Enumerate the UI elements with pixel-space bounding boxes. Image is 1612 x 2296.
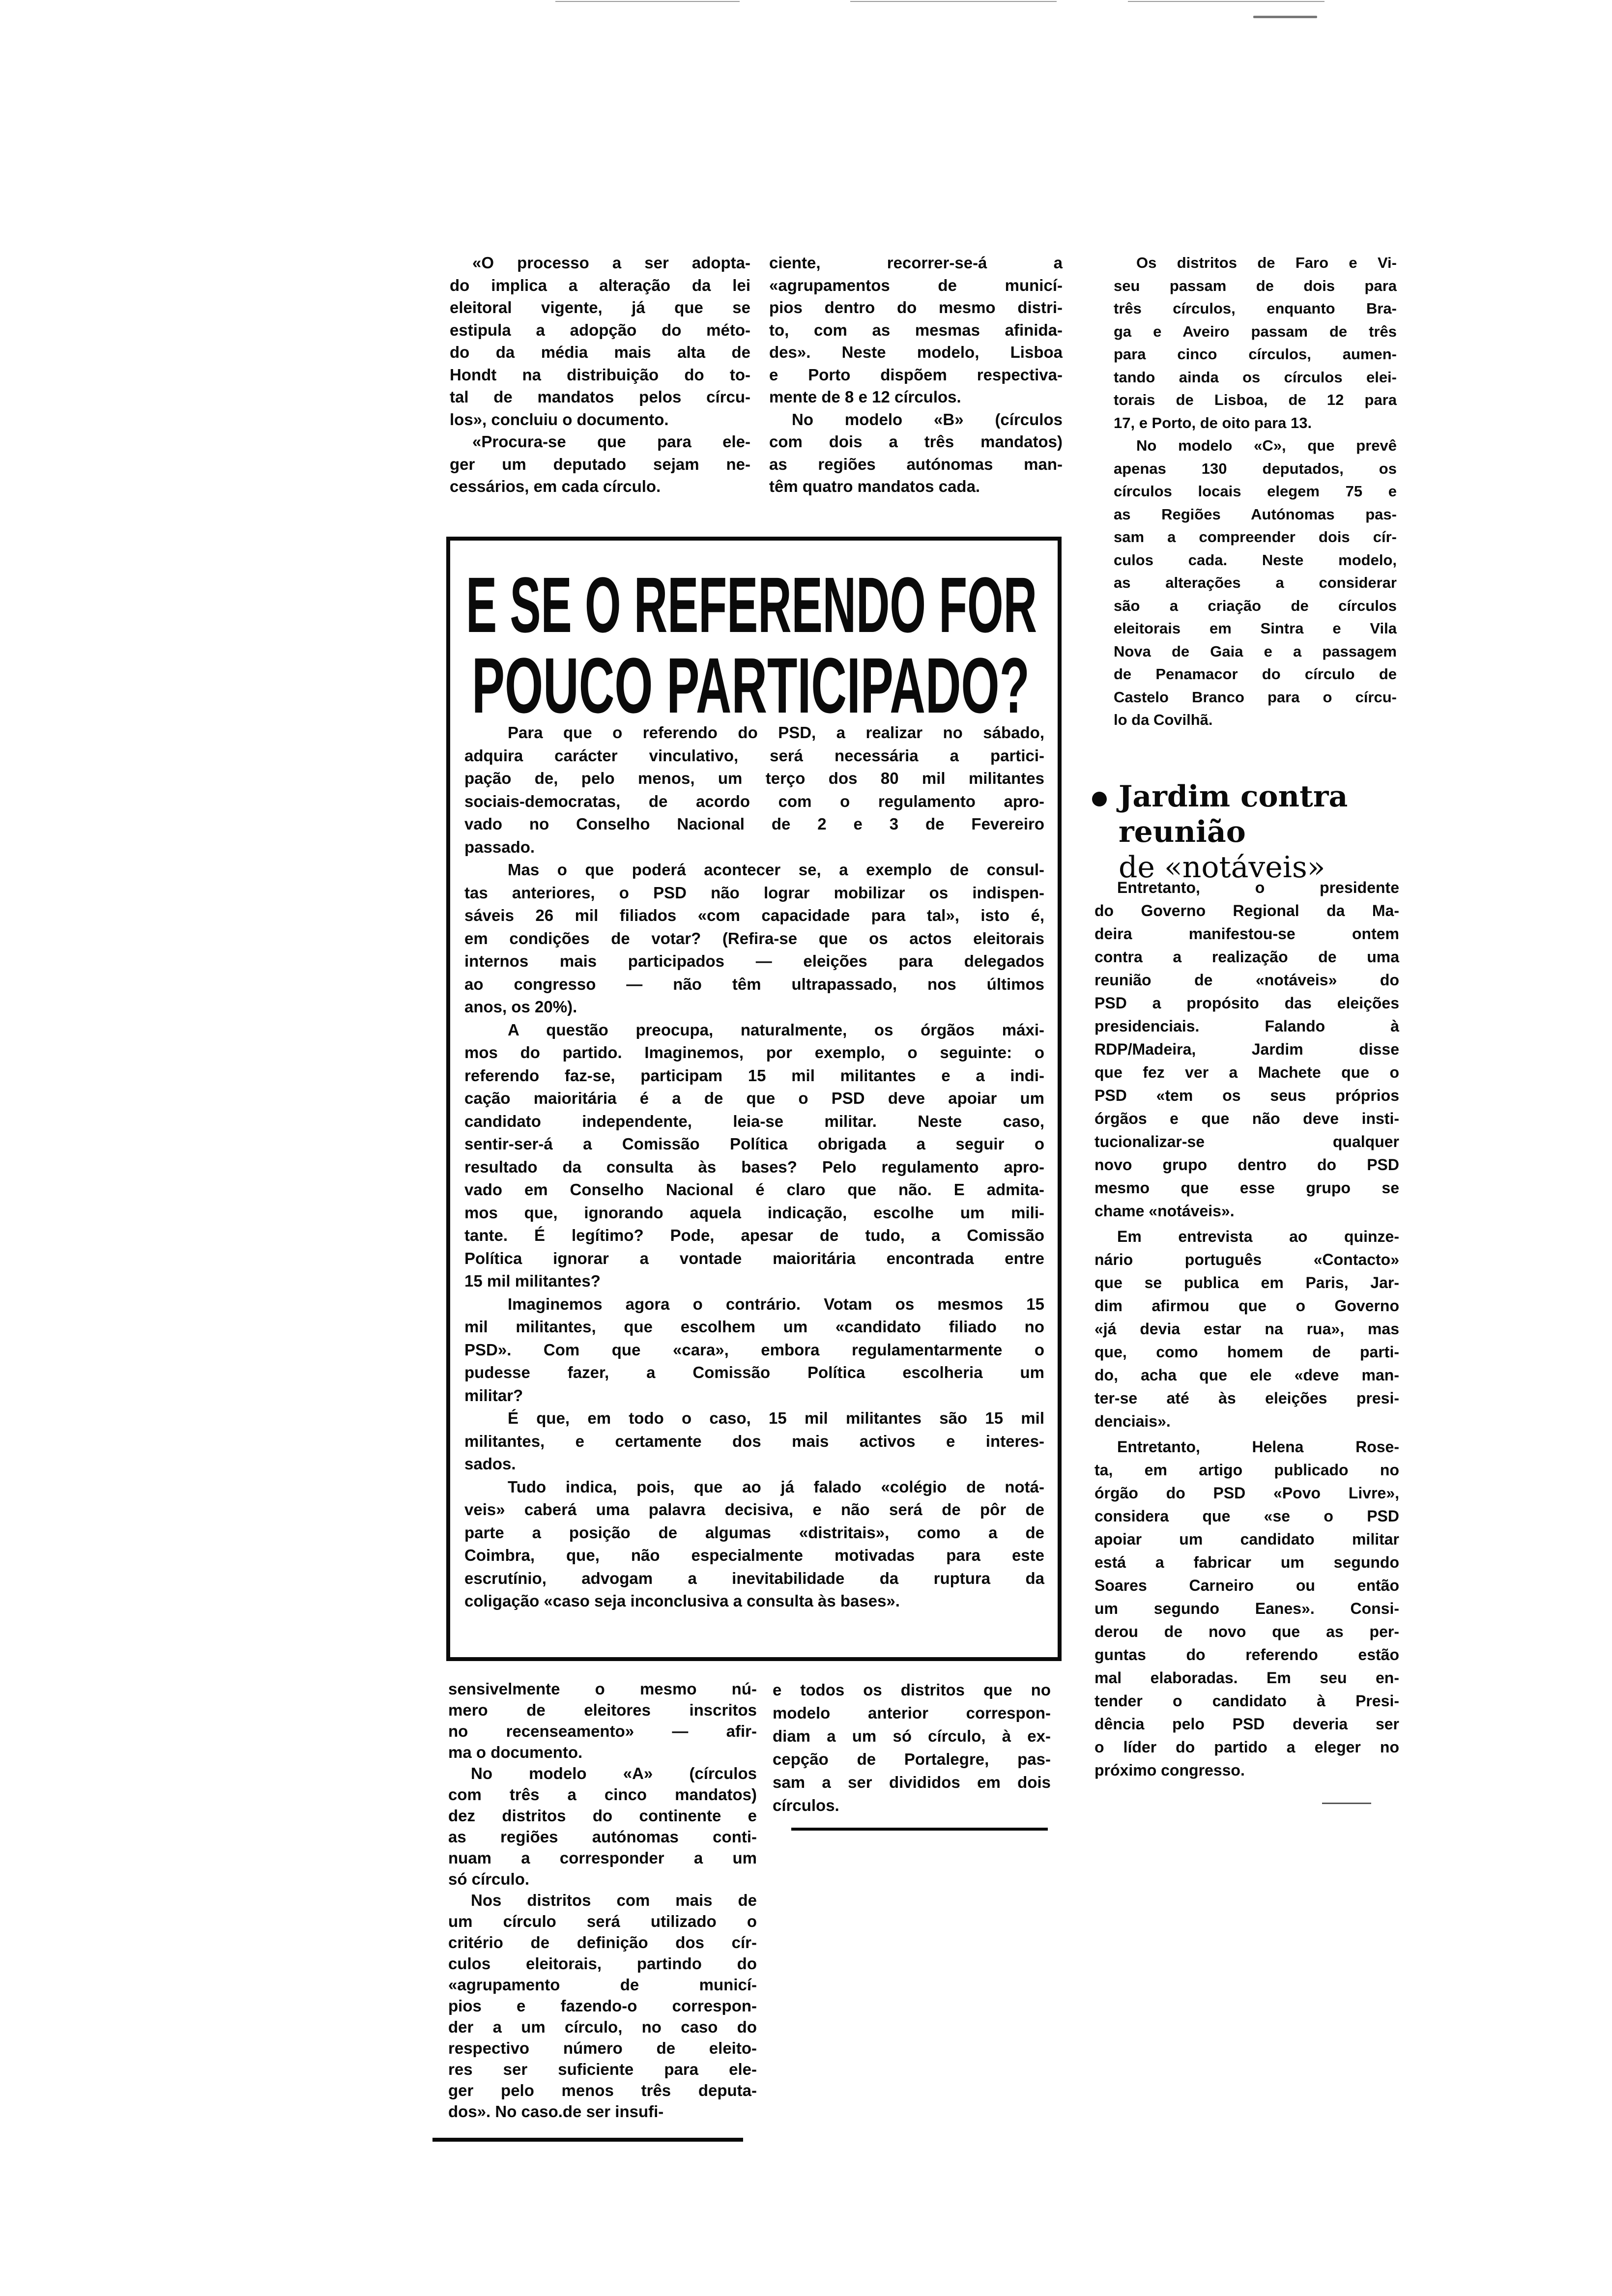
paragraph xyxy=(1094,1435,1399,1782)
text-line: com três a cinco mandatos) xyxy=(448,1785,757,1804)
text-line: No modelo «A» (círculos xyxy=(471,1764,757,1782)
text-line: eleitorais em Sintra e Vila xyxy=(1114,620,1397,637)
text-line: critério de definição dos cír- xyxy=(448,1933,757,1952)
text-line: 15 mil militantes? xyxy=(464,1272,601,1290)
paragraph xyxy=(773,1678,1051,1817)
text-line: sociais-democratas, de acordo com o regulamento apro- xyxy=(464,792,1044,810)
text-line: mil militantes, que escolhem um «candidato filiado no xyxy=(464,1318,1044,1336)
boxed-feature-body xyxy=(464,721,1044,1613)
text-line: Em entrevista ao quinze- xyxy=(1117,1228,1399,1245)
article-column-top-middle xyxy=(769,252,1063,498)
text-line: ao congresso — não têm ultrapassado, nos últimos xyxy=(464,975,1044,993)
text-line: anos, os 20%). xyxy=(464,998,577,1016)
side-heading-line-3: de «notáveis» xyxy=(1119,850,1325,885)
text-line: no recenseamento» — afir- xyxy=(448,1722,757,1740)
text-line: as Regiões Autónomas pas- xyxy=(1114,505,1397,523)
text-line: PSD «tem os seus próprios xyxy=(1094,1087,1399,1104)
text-line: Castelo Branco para o círcu- xyxy=(1114,688,1397,706)
text-line: do implica a alteração da lei xyxy=(450,276,750,294)
text-line: respectivo número de eleito- xyxy=(448,2039,757,2057)
scan-edge-mark xyxy=(555,1,740,2)
text-line: sentir-ser-á a Comissão Política obrigada a seguir o xyxy=(464,1135,1044,1153)
text-line: Soares Carneiro ou então xyxy=(1094,1577,1399,1594)
article-column-top-left xyxy=(450,252,750,498)
text-line: Nos distritos com mais de xyxy=(471,1891,757,1909)
text-line: que fez ver a Machete que o xyxy=(1094,1063,1399,1081)
text-line: Mas o que poderá acontecer se, a exemplo de consul- xyxy=(508,861,1044,879)
text-line: que, como homem de parti- xyxy=(1094,1343,1399,1361)
paragraph xyxy=(450,252,750,430)
text-line: Nova de Gaia e a passagem xyxy=(1114,642,1397,660)
paragraph xyxy=(769,252,1063,408)
paragraph xyxy=(464,1476,1044,1613)
text-line: des». Neste modelo, Lisboa xyxy=(769,343,1063,361)
text-line: do da média mais alta de xyxy=(450,343,750,361)
text-line: para cinco círculos, aumen- xyxy=(1114,345,1397,363)
text-line: ger pelo menos três deputa- xyxy=(448,2081,757,2099)
text-line: ta, em artigo publicado no xyxy=(1094,1461,1399,1479)
text-line: A questão preocupa, naturalmente, os órgãos máxi- xyxy=(508,1020,1044,1039)
text-line: em condições de votar? (Refira-se que os actos eleitorais xyxy=(464,929,1044,947)
text-line: denciais». xyxy=(1094,1412,1171,1430)
text-line: resultado da consulta às bases? Pelo regulamento apro- xyxy=(464,1157,1044,1176)
text-line: culos cada. Neste modelo, xyxy=(1114,551,1397,569)
text-line: res ser suficiente para ele- xyxy=(448,2060,757,2078)
text-line: um segundo Eanes». Consi- xyxy=(1094,1600,1399,1617)
text-line: candidato independente, leia-se militar. Neste caso, xyxy=(464,1112,1044,1130)
text-line: mos do partido. Imaginemos, por exemplo, o seguinte: o xyxy=(464,1043,1044,1062)
text-line: to, com as mesmas afinida- xyxy=(769,320,1063,339)
text-line: Imaginemos agora o contrário. Votam os mesmos 15 xyxy=(508,1294,1044,1313)
text-line: dez distritos do continente e xyxy=(448,1807,757,1825)
article-column-bottom-left xyxy=(448,1678,757,2122)
text-line: cação maioritária é a de que o PSD deve apoiar um xyxy=(464,1089,1044,1107)
text-line: diam a um só círculo, à ex- xyxy=(773,1727,1051,1745)
text-line: É que, em todo o caso, 15 mil militantes são 15 mil xyxy=(508,1409,1044,1427)
text-line: tante. É legítimo? Pode, apesar de tudo, a Comissão xyxy=(464,1226,1044,1244)
text-line: culos eleitorais, partindo do xyxy=(448,1954,757,1973)
text-line: dim afirmou que o Governo xyxy=(1094,1297,1399,1315)
text-line: sensivelmente o mesmo nú- xyxy=(448,1680,757,1698)
text-line: dos». No caso.de ser insufi- xyxy=(448,2102,664,2121)
side-heading-line-1: Jardim contra xyxy=(1119,779,1348,814)
text-line: Entretanto, Helena Rose- xyxy=(1117,1438,1399,1456)
paragraph xyxy=(464,1019,1044,1293)
text-line: «Procura-se que para ele- xyxy=(472,432,750,451)
text-line: «agrupamento de municí- xyxy=(448,1976,757,1994)
text-line: ger um deputado sejam ne- xyxy=(450,455,750,473)
paragraph xyxy=(464,859,1044,1019)
text-line: coligação «caso seja inconclusiva a consulta às bases». xyxy=(464,1592,900,1610)
text-line: cepção de Portalegre, pas- xyxy=(773,1750,1051,1768)
text-line: «agrupamentos de municí- xyxy=(769,276,1063,294)
headline-line-1: E SE O REFERENDO FOR xyxy=(466,565,1037,649)
text-line: com dois a três mandatos) xyxy=(769,432,1063,451)
text-line: círculos. xyxy=(773,1796,839,1814)
text-line: vado em Conselho Nacional é claro que não. E admita- xyxy=(464,1180,1044,1199)
text-line: guntas do referendo estão xyxy=(1094,1646,1399,1664)
paragraph xyxy=(448,1890,757,2122)
text-line: adquira carácter vinculativo, será necessária a partici- xyxy=(464,746,1044,765)
text-line: está a fabricar um segundo xyxy=(1094,1553,1399,1571)
text-line: internos mais participados — eleições para delegados xyxy=(464,952,1044,970)
paragraph xyxy=(450,430,750,498)
text-line: são a criação de círculos xyxy=(1114,597,1397,614)
text-line: ter-se até às eleições presi- xyxy=(1094,1389,1399,1407)
paragraph xyxy=(448,1763,757,1890)
text-line: reunião de «notáveis» do xyxy=(1094,971,1399,989)
text-line: 17, e Porto, de oito para 13. xyxy=(1114,414,1312,431)
text-line: eleitoral vigente, já que se xyxy=(450,298,750,316)
text-line: Hondt na distribuição do to- xyxy=(450,365,750,384)
scan-edge-mark xyxy=(1128,1,1324,2)
text-line: três círculos, enquanto Bra- xyxy=(1114,300,1397,317)
headline-line-2: POUCO PARTICIPADO? xyxy=(472,641,1030,722)
text-line: passado. xyxy=(464,837,535,856)
paragraph xyxy=(769,408,1063,498)
text-line: órgão do PSD «Povo Livre», xyxy=(1094,1484,1399,1502)
text-line: sam a ser divididos em dois xyxy=(773,1773,1051,1791)
text-line: o líder do partido a eleger no xyxy=(1094,1738,1399,1756)
article-column-top-right xyxy=(1114,252,1397,732)
text-line: pação de, pelo menos, um terço dos 80 mil militantes xyxy=(464,769,1044,787)
text-line: e todos os distritos que no xyxy=(773,1681,1051,1699)
text-line: círculos locais elegem 75 e xyxy=(1114,483,1397,500)
text-line: derou de novo que as per- xyxy=(1094,1623,1399,1640)
text-line: tas anteriores, o PSD não lograr mobilizar os indispen- xyxy=(464,883,1044,902)
paragraph xyxy=(464,721,1044,859)
text-line: tucionalizar-se qualquer xyxy=(1094,1133,1399,1150)
paragraph xyxy=(1114,434,1397,732)
text-line: dência pelo PSD deveria ser xyxy=(1094,1715,1399,1733)
text-line: pudesse fazer, a Comissão Política escolheria um xyxy=(464,1363,1044,1381)
boxed-feature-headline xyxy=(462,565,1052,722)
text-line: tando ainda os círculos elei- xyxy=(1114,368,1397,386)
text-line: PSD». Com que «cara», embora regulamentarmente o xyxy=(464,1340,1044,1359)
text-line: cessários, em cada círculo. xyxy=(450,477,661,495)
text-line: veis» caberá uma palavra decisiva, e não será de pôr de xyxy=(464,1500,1044,1519)
paragraph xyxy=(1114,252,1397,434)
text-line: as alterações a considerar xyxy=(1114,574,1397,591)
text-line: Para que o referendo do PSD, a realizar no sábado, xyxy=(508,723,1044,742)
text-line: órgãos e que não deve insti- xyxy=(1094,1110,1399,1127)
text-line: mente de 8 e 12 círculos. xyxy=(769,388,961,406)
text-line: vado no Conselho Nacional de 2 e 3 de Fevereiro xyxy=(464,815,1044,833)
text-line: referendo faz-se, participam 15 mil militantes e a indi- xyxy=(464,1066,1044,1085)
text-line: apoiar um candidato militar xyxy=(1094,1530,1399,1548)
text-line: do, acha que ele «deve man- xyxy=(1094,1366,1399,1384)
text-line: as regiões autónomas man- xyxy=(769,455,1063,473)
text-line: parte a posição de algumas «distritais», como a de xyxy=(464,1523,1044,1542)
side-story-body xyxy=(1094,876,1399,1784)
text-line: chame «notáveis». xyxy=(1094,1202,1235,1220)
text-line: nuam a corresponder a um xyxy=(448,1849,757,1867)
text-line: mos que, ignorando aquela indicação, escolhe um mili- xyxy=(464,1203,1044,1222)
text-line: tender o candidato à Presi- xyxy=(1094,1692,1399,1710)
text-line: considera que «se o PSD xyxy=(1094,1507,1399,1525)
column-end-rule xyxy=(791,1828,1048,1831)
text-line: presidenciais. Falando à xyxy=(1094,1017,1399,1035)
text-line: lo da Covilhã. xyxy=(1114,711,1213,728)
text-line: novo grupo dentro do PSD xyxy=(1094,1156,1399,1174)
text-line: sados. xyxy=(464,1455,516,1473)
text-line: e Porto dispõem respectiva- xyxy=(769,365,1063,384)
text-line: mero de eleitores inscritos xyxy=(448,1701,757,1719)
text-line: que se publica em Paris, Jar- xyxy=(1094,1274,1399,1292)
text-line: ciente, recorrer-se-á a xyxy=(769,254,1063,272)
text-line: Política ignorar a vontade maioritária encontrada entre xyxy=(464,1249,1044,1267)
text-line: Entretanto, o presidente xyxy=(1117,879,1399,896)
scan-edge-mark xyxy=(850,1,1057,2)
column-end-rule xyxy=(432,2138,743,2142)
text-line: pios e fazendo-o correspon- xyxy=(448,1997,757,2015)
text-line: militar? xyxy=(464,1386,523,1405)
text-line: der a um círculo, no caso do xyxy=(448,2018,757,2036)
dashed-end-rule xyxy=(1322,1803,1371,1804)
article-column-bottom-middle xyxy=(773,1678,1051,1817)
paragraph xyxy=(464,1293,1044,1407)
text-line: Coimbra, que, não especialmente motivadas para este xyxy=(464,1546,1044,1564)
side-heading-line-2: reunião xyxy=(1119,815,1246,849)
text-line: PSD a propósito das eleições xyxy=(1094,994,1399,1012)
text-line: do Governo Regional da Ma- xyxy=(1094,902,1399,919)
text-line: um círculo será utilizado o xyxy=(448,1912,757,1930)
text-line: ga e Aveiro passam de três xyxy=(1114,322,1397,340)
paragraph xyxy=(464,1407,1044,1476)
text-line: Os distritos de Faro e Vi- xyxy=(1136,254,1397,271)
text-line: estipula a adopção do méto- xyxy=(450,320,750,339)
text-line: tal de mandatos pelos círcu- xyxy=(450,388,750,406)
text-line: sáveis 26 mil filiados «com capacidade para tal», isto é, xyxy=(464,906,1044,924)
text-line: as regiões autónomas conti- xyxy=(448,1828,757,1846)
text-line: No modelo «C», que prevê xyxy=(1136,437,1397,454)
text-line: pios dentro do mesmo distri- xyxy=(769,298,1063,316)
bullet-icon xyxy=(1092,792,1107,806)
text-line: mal elaboradas. Em seu en- xyxy=(1094,1669,1399,1687)
text-line: só círculo. xyxy=(448,1870,530,1888)
text-line: contra a realização de uma xyxy=(1094,948,1399,966)
text-line: nário português «Contacto» xyxy=(1094,1251,1399,1268)
text-line: Tudo indica, pois, que ao já falado «colégio de notá- xyxy=(508,1477,1044,1496)
text-line: «já devia estar na rua», mas xyxy=(1094,1320,1399,1338)
text-line: ma o documento. xyxy=(448,1743,583,1761)
text-line: los», concluiu o documento. xyxy=(450,410,669,429)
text-line: deira manifestou-se ontem xyxy=(1094,925,1399,943)
text-line: mesmo que esse grupo se xyxy=(1094,1179,1399,1197)
text-line: RDP/Madeira, Jardim disse xyxy=(1094,1040,1399,1058)
text-line: seu passam de dois para xyxy=(1114,277,1397,294)
text-line: sam a compreender dois cír- xyxy=(1114,528,1397,545)
text-line: torais de Lisboa, de 12 para xyxy=(1114,391,1397,408)
text-line: «O processo a ser adopta- xyxy=(472,254,750,272)
paragraph xyxy=(1094,876,1399,1223)
text-line: modelo anterior correspon- xyxy=(773,1704,1051,1722)
side-story-heading xyxy=(1092,779,1348,885)
text-line: No modelo «B» (círculos xyxy=(792,410,1063,429)
text-line: de Penamacor do círculo de xyxy=(1114,665,1397,683)
text-line: têm quatro mandatos cada. xyxy=(769,477,980,495)
text-line: apenas 130 deputados, os xyxy=(1114,459,1397,477)
paragraph xyxy=(448,1678,757,1763)
scan-smudge xyxy=(1253,16,1317,18)
text-line: militantes, e certamente dos mais activos e interes- xyxy=(464,1432,1044,1450)
text-line: próximo congresso. xyxy=(1094,1761,1245,1779)
paragraph xyxy=(1094,1225,1399,1433)
text-line: escrutínio, advogam a inevitabilidade da ruptura da xyxy=(464,1569,1044,1587)
